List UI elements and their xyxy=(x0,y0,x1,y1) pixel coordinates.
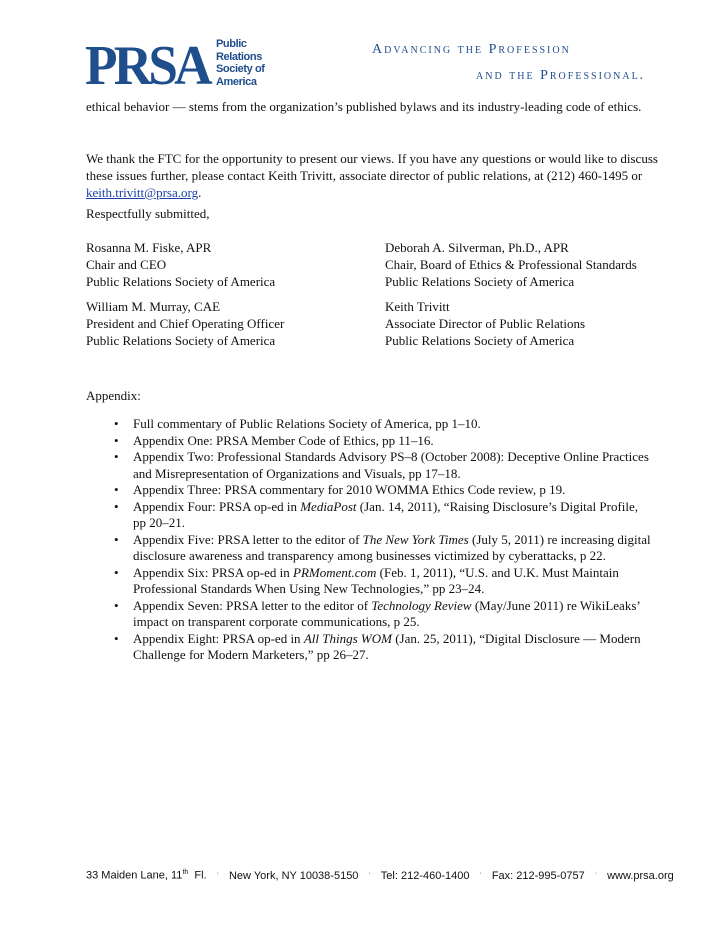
appendix-item: • Appendix Eight: PRSA op-ed in All Things WOM (Jan. 25, 2011), “Digital Disclosure — Modern Challenge for Modern Marketers,” pp 26–27. xyxy=(114,630,641,662)
bullet-icon: • xyxy=(114,432,119,448)
logo-subtitle xyxy=(216,38,265,88)
paragraph-ethics: ethical behavior — stems from the organization’s published bylaws and its industry-leading code of ethics. xyxy=(86,99,642,114)
publication-title: PRMoment.com xyxy=(293,564,377,580)
closing-paragraph xyxy=(86,98,666,115)
appendix-item: • Appendix Six: PRSA op-ed in PRMoment.com (Feb. 1, 2011), “U.S. and U.K. Must Maintain Professional Standards When Using New Technologies,” pp 23–24. xyxy=(114,564,619,596)
closing-salutation: Respectfully submitted, xyxy=(86,206,210,221)
appendix-list xyxy=(107,416,652,664)
logo-wordmark: PRSA xyxy=(85,35,209,97)
prsa-logo xyxy=(85,35,215,97)
publication-title: The New York Times xyxy=(362,531,469,547)
signatory-org: Public Relations Society of America xyxy=(385,274,575,289)
bullet-icon: • xyxy=(114,630,119,646)
signatory-title: Chair and CEO xyxy=(86,257,167,272)
logo-sub-line: Public xyxy=(216,38,247,50)
appendix-item: • Appendix Four: PRSA op-ed in MediaPost (Jan. 14, 2011), “Raising Disclosure’s Digital Profile, pp 20–21. xyxy=(114,498,639,530)
contact-text: We thank the FTC for the opportunity to present our views. If you have any questions or would like to discuss these issues further, please contact Keith Trivitt, associate director of public relations, at (212) 460-1495 or xyxy=(86,151,658,183)
appendix-item: • Appendix Five: PRSA letter to the editor of The New York Times (July 5, 2011) re increasing digital disclosure awareness and transparency among businesses victimized by cyberattacks, p 22. xyxy=(114,531,651,563)
footer xyxy=(86,869,674,882)
appendix-item: • Appendix Two: Professional Standards Advisory PS–8 (October 2008): Deceptive Online Practices and Misrepresentation of Organizations and Visuals, pp 17–18. xyxy=(114,449,649,481)
signatory-title: Associate Director of Public Relations xyxy=(385,316,586,331)
logo-sub-line: Relations xyxy=(216,50,262,63)
footer-separator: · xyxy=(479,869,482,877)
bullet-icon: • xyxy=(114,449,119,464)
signatory-name: William M. Murray, CAE xyxy=(86,299,221,314)
footer-separator: · xyxy=(368,869,371,877)
signatory-name: Keith Trivitt xyxy=(385,299,450,314)
footer-tel: Tel: 212-460-1400 xyxy=(380,869,470,882)
appendix-item: • Full commentary of Public Relations Society of America, pp 1–10. xyxy=(114,416,481,431)
signatory-name: Rosanna M. Fiske, APR xyxy=(86,240,212,255)
bullet-icon: • xyxy=(114,498,119,514)
publication-title: Technology Review xyxy=(371,597,472,613)
signatory-org: Public Relations Society of America xyxy=(86,333,276,348)
footer-address: 33 Maiden Lane, 11th Fl. xyxy=(86,869,207,882)
bullet-icon: • xyxy=(114,564,119,580)
footer-separator: · xyxy=(216,869,219,877)
footer-web[interactable]: www.prsa.org xyxy=(607,869,674,882)
signatory-name: Deborah A. Silverman, Ph.D., APR xyxy=(385,240,569,255)
appendix-item: • Appendix Seven: PRSA letter to the editor of Technology Review (May/June 2011) re WikiLeaks’ impact on transparent corporate communications, p 25. xyxy=(114,597,640,629)
signatory-block xyxy=(86,298,284,349)
publication-title: All Things WOM xyxy=(303,630,392,646)
signatory-block xyxy=(86,239,275,290)
logo-sub-line: Society of xyxy=(216,63,265,75)
email-link[interactable]: keith.trivitt@prsa.org xyxy=(86,185,199,200)
bullet-icon: • xyxy=(114,416,119,431)
appendix-item: • Appendix Three: PRSA commentary for 2010 WOMMA Ethics Code review, p 19. xyxy=(114,482,566,497)
bullet-icon: • xyxy=(114,531,119,547)
signatory-block xyxy=(385,298,585,349)
signatory-title: President and Chief Operating Officer xyxy=(86,316,285,331)
appendix-heading: Appendix: xyxy=(86,388,141,403)
footer-fax: Fax: 212-995-0757 xyxy=(491,869,585,882)
footer-separator: · xyxy=(594,869,598,877)
tagline-line-2: and the Professional. xyxy=(476,68,646,83)
publication-title: MediaPost xyxy=(300,498,357,514)
tagline-line-1: Advancing the Profession xyxy=(372,42,571,57)
bullet-icon: • xyxy=(114,597,119,613)
signatory-org: Public Relations Society of America xyxy=(86,274,276,289)
signatory-title: Chair, Board of Ethics & Professional Standards xyxy=(385,257,637,272)
logo-sub-line: America xyxy=(216,75,257,88)
contact-text-end: . xyxy=(198,185,202,200)
bullet-icon: • xyxy=(114,482,119,497)
footer-city: New York, NY 10038-5150 xyxy=(228,869,359,882)
appendix-item: • Appendix One: PRSA Member Code of Ethics, pp 11–16. xyxy=(114,432,434,448)
signatory-block xyxy=(385,239,637,290)
contact-paragraph xyxy=(86,150,666,201)
signatory-org: Public Relations Society of America xyxy=(385,333,575,348)
